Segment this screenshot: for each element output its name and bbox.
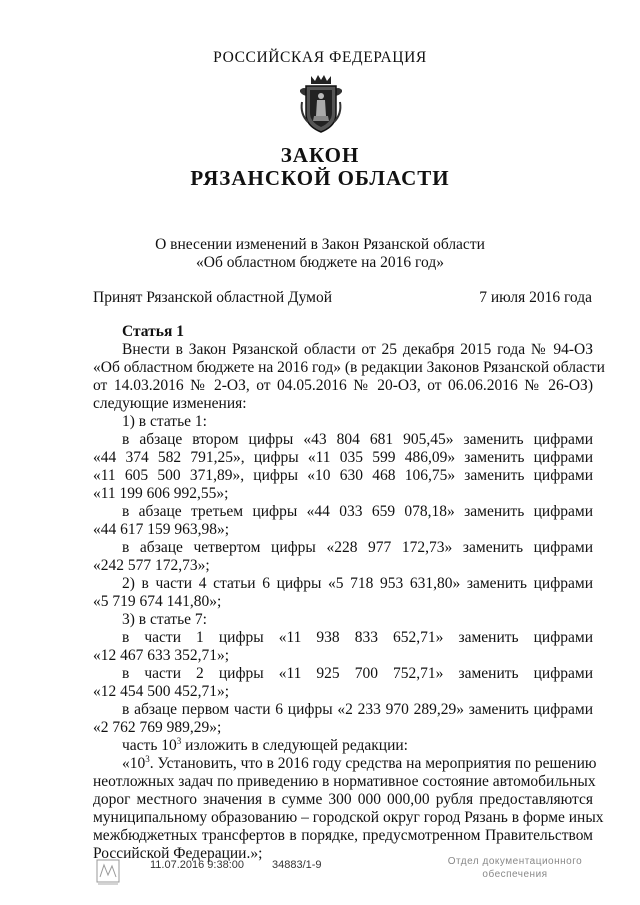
- article-line: в абзаце втором цифры «43 804 681 905,45» заменить цифрами: [122, 431, 593, 448]
- article-line: «44 617 159 963,98»;: [93, 521, 230, 538]
- part-label: часть 10: [122, 737, 177, 754]
- article-line: от 14.03.2016 № 2-ОЗ, от 04.05.2016 № 20-ОЗ, от 06.06.2016 № 26-ОЗ): [93, 377, 593, 394]
- registration-seal-icon: [94, 857, 122, 887]
- article-line: «44 374 582 791,25», цифры «11 035 599 486,09» заменить цифрами: [93, 449, 593, 466]
- article-line: в части 2 цифры «11 925 700 752,71» заменить цифрами: [122, 665, 593, 682]
- quote-rest: . Установить, что в 2016 году средства на мероприятия по решению: [149, 755, 597, 772]
- article-line: межбюджетных трансфертов в порядке, предусмотренном Правительством: [93, 827, 593, 844]
- article-line: «11 605 500 371,89», цифры «10 630 468 106,75» заменить цифрами: [93, 467, 593, 484]
- article-line: муниципальному образованию – городской округ город Рязань в форме иных: [93, 809, 604, 826]
- article-line: «Об областном бюджете на 2016 год» (в редакции Законов Рязанской области: [93, 359, 605, 376]
- article-heading: Статья 1: [122, 323, 184, 340]
- article-line: 2) в части 4 статьи 6 цифры «5 718 953 631,80» заменить цифрами: [122, 575, 593, 592]
- article-line: «5 719 674 141,80»;: [93, 593, 222, 610]
- registration-timestamp: 11.07.2016 9:38:00: [150, 859, 244, 871]
- article-line: в части 1 цифры «11 938 833 652,71» заменить цифрами: [122, 629, 593, 646]
- adopted-by: Принят Рязанской областной Думой: [93, 289, 333, 306]
- article-line-part10: [122, 737, 593, 756]
- article-line-part10-quote: [122, 753, 597, 774]
- subtitle-line1: О внесении изменений в Закон Рязанской области: [155, 236, 485, 253]
- article-line: «2 762 769 989,29»;: [93, 719, 222, 736]
- adoption-date: 7 июля 2016 года: [479, 289, 592, 306]
- law-title-line1: ЗАКОН: [280, 143, 360, 167]
- law-title-line2: РЯЗАНСКОЙ ОБЛАСТИ: [190, 166, 450, 190]
- registration-number: 34883/1-9: [272, 859, 322, 871]
- subtitle-line2: «Об областном бюджете на 2016 год»: [196, 254, 444, 271]
- article-line: 3) в статье 7:: [122, 611, 207, 628]
- article-line: «12 454 500 452,71»;: [93, 683, 230, 700]
- department-stamp-line2: обеспечения: [482, 869, 548, 880]
- superscript: 3: [145, 753, 150, 764]
- article-line: в абзаце четвертом цифры «228 977 172,73» заменить цифрами: [122, 539, 593, 556]
- article-line: Российской Федерации.»;: [93, 845, 263, 862]
- country-heading: РОССИЙСКАЯ ФЕДЕРАЦИЯ: [213, 49, 427, 66]
- superscript: 3: [176, 735, 182, 746]
- quote-open: «10: [122, 755, 146, 772]
- ryazan-coat-of-arms-icon: [298, 72, 344, 134]
- article-line: «242 577 172,73»;: [93, 557, 210, 574]
- article-line: следующие изменения:: [93, 395, 247, 412]
- article-line: неотложных задач по приведению в нормативное состояние автомобильных: [93, 773, 596, 790]
- article-line: 1) в статье 1:: [122, 413, 207, 430]
- part-rest: изложить в следующей редакции:: [181, 737, 408, 754]
- article-line: Внести в Закон Рязанской области от 25 декабря 2015 года № 94-ОЗ: [122, 341, 593, 358]
- article-line: дорог местного значения в сумме 300 000 000,00 рубля предоставляются: [93, 791, 593, 808]
- article-line: «12 467 633 352,71»;: [93, 647, 230, 664]
- article-line: в абзаце первом части 6 цифры «2 233 970 289,29» заменить цифрами: [122, 701, 593, 718]
- article-line: «11 199 606 992,55»;: [93, 485, 229, 502]
- article-line: в абзаце третьем цифры «44 033 659 078,18» заменить цифрами: [122, 503, 593, 520]
- department-stamp-line1: Отдел документационного: [447, 856, 583, 867]
